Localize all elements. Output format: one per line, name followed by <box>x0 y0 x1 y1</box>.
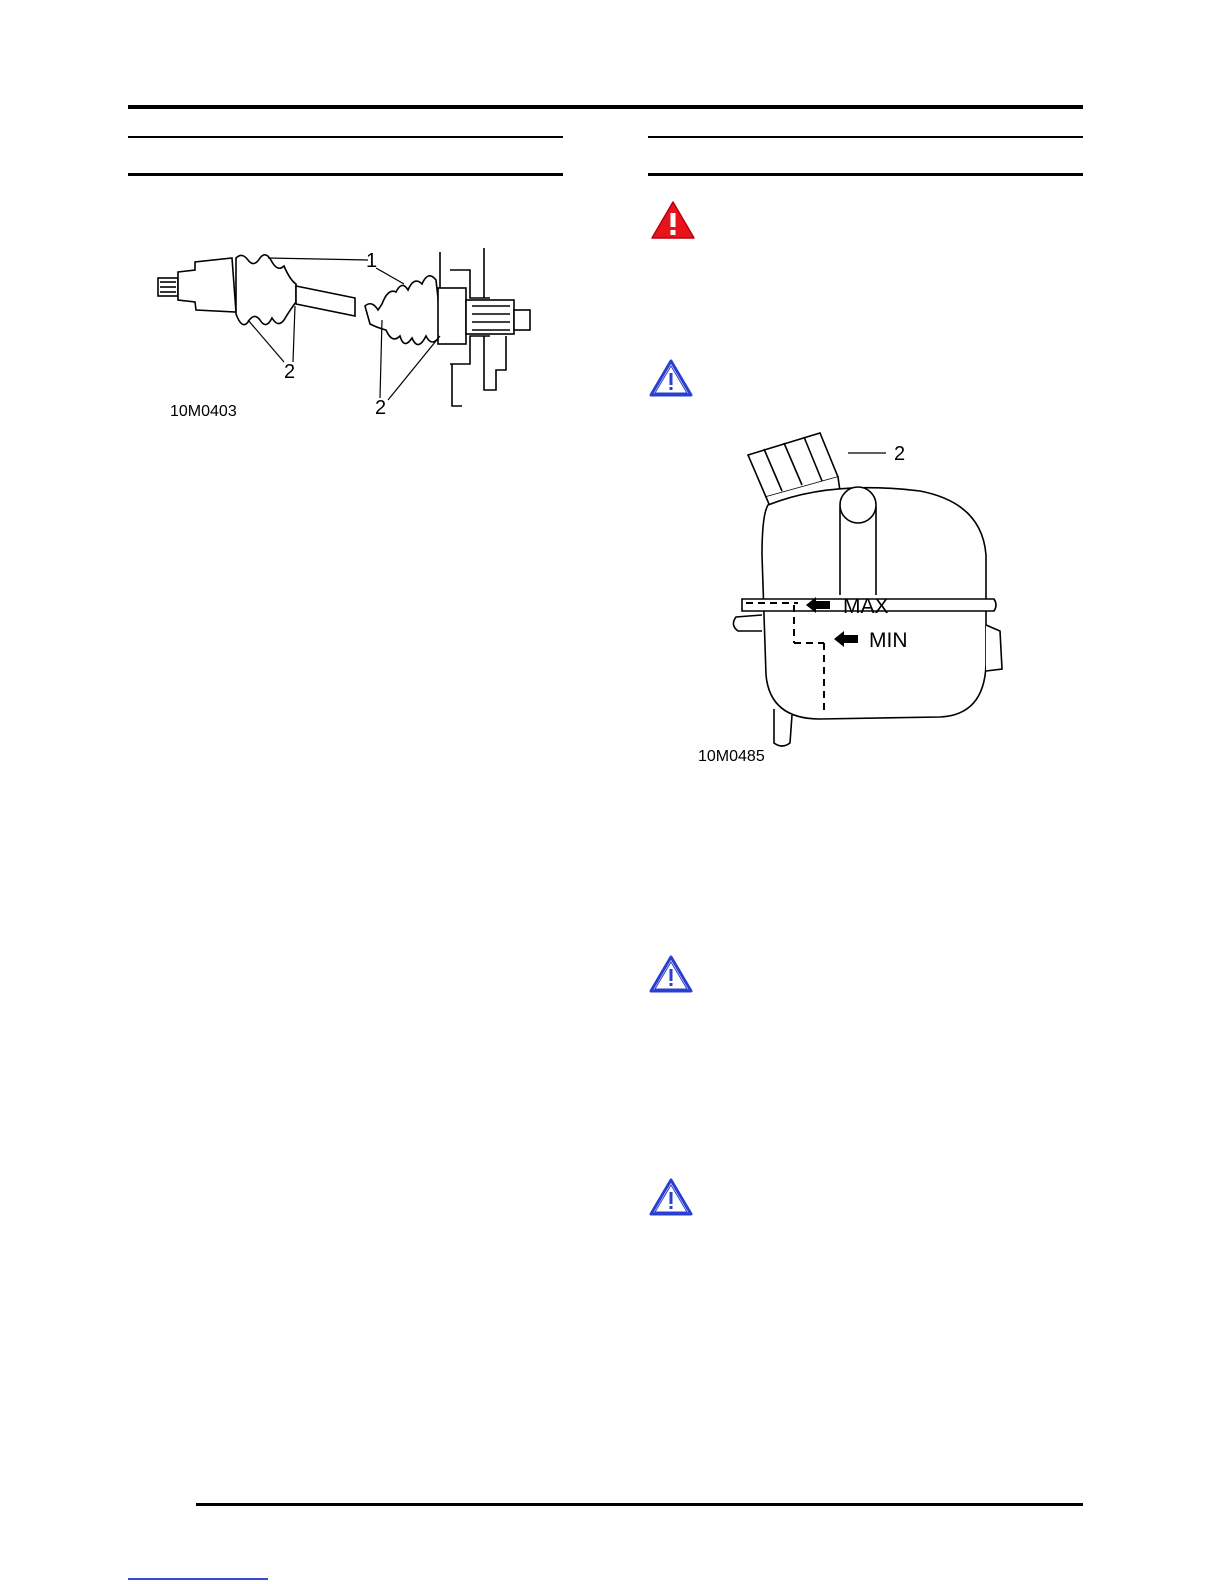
left-section-rule-top <box>128 136 563 138</box>
callout-2-outer: 2 <box>375 397 387 419</box>
caution-icon-1 <box>648 358 694 403</box>
caution-icon-2 <box>648 954 694 999</box>
warning-icon <box>650 200 696 245</box>
max-label: MAX <box>843 595 889 618</box>
min-label: MIN <box>869 629 908 652</box>
header-rule <box>128 105 1083 109</box>
right-section-rule-bottom <box>648 173 1083 176</box>
expansion-tank-figure <box>690 425 1020 770</box>
footer-link-underline[interactable] <box>128 1578 268 1580</box>
figure-code-right: 10M0485 <box>698 748 765 765</box>
caution-icon-3 <box>648 1177 694 1222</box>
figure-code-left: 10M0403 <box>170 403 237 420</box>
callout-1: 1 <box>366 250 378 272</box>
left-section-rule-bottom <box>128 173 563 176</box>
footer-rule <box>196 1503 1083 1506</box>
callout-2-inner: 2 <box>284 361 296 383</box>
callout-2-cap: 2 <box>894 443 906 465</box>
drive-shaft-figure <box>150 240 540 425</box>
right-section-rule-top <box>648 136 1083 138</box>
